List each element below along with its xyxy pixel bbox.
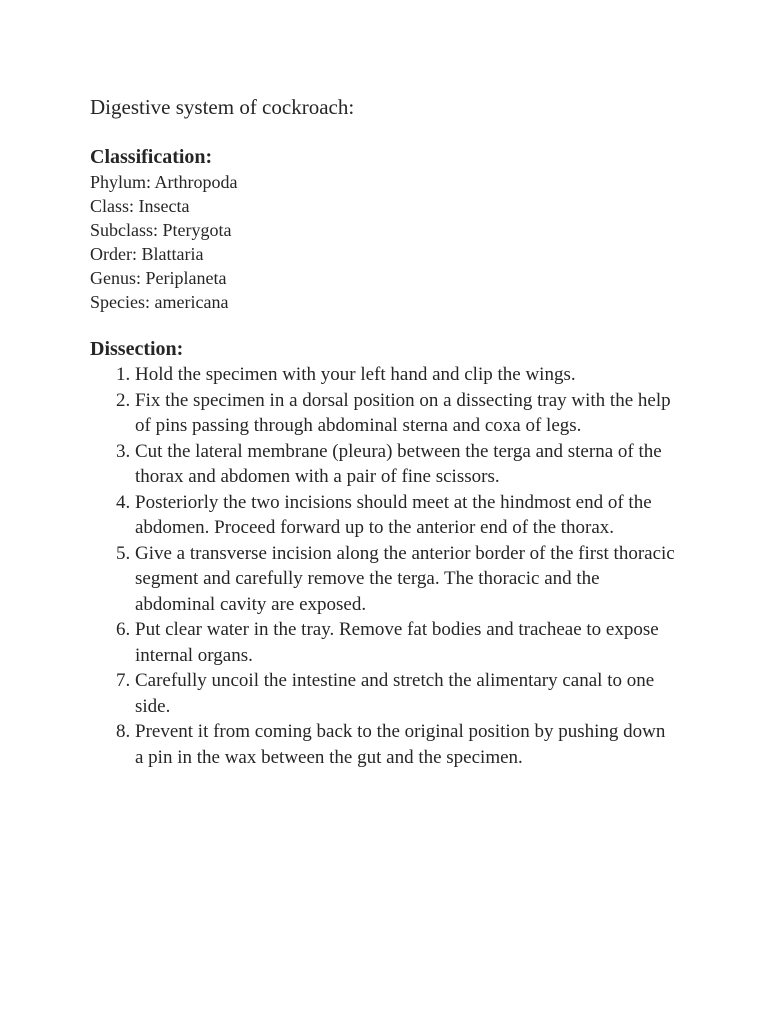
classification-item: Class: Insecta [90, 196, 190, 216]
classification-item: Genus: Periplaneta [90, 268, 227, 288]
classification-item: Order: Blattaria [90, 244, 204, 264]
dissection-steps-list [90, 362, 675, 770]
classification-heading: Classification: [90, 146, 213, 168]
dissection-step: 6. Put clear water in the tray. Remove fat bodies and tracheae to expose internal organs. [135, 617, 675, 668]
dissection-step: 2. Fix the specimen in a dorsal position on a dissecting tray with the help of pins passing through abdominal sterna and coxa of legs. [135, 388, 675, 439]
classification-list [90, 170, 690, 314]
document-page [90, 93, 690, 770]
dissection-heading: Dissection: [90, 338, 184, 360]
dissection-step: 5. Give a transverse incision along the anterior border of the first thoracic segment and carefully remove the terga. The thoracic and the abdominal cavity are exposed. [135, 541, 675, 618]
classification-item: Phylum: Arthropoda [90, 172, 238, 192]
dissection-step: 1. Hold the specimen with your left hand and clip the wings. [135, 362, 675, 388]
dissection-step: 7. Carefully uncoil the intestine and stretch the alimentary canal to one side. [135, 668, 675, 719]
dissection-step: 3. Cut the lateral membrane (pleura) between the terga and sterna of the thorax and abdomen with a pair of fine scissors. [135, 439, 675, 490]
classification-item: Subclass: Pterygota [90, 220, 232, 240]
dissection-step: 8. Prevent it from coming back to the original position by pushing down a pin in the wax between the gut and the specimen. [135, 719, 675, 770]
page-title: Digestive system of cockroach: [90, 95, 355, 119]
dissection-step: 4. Posteriorly the two incisions should meet at the hindmost end of the abdomen. Proceed forward up to the anterior end of the thorax. [135, 490, 675, 541]
classification-item: Species: americana [90, 292, 229, 312]
